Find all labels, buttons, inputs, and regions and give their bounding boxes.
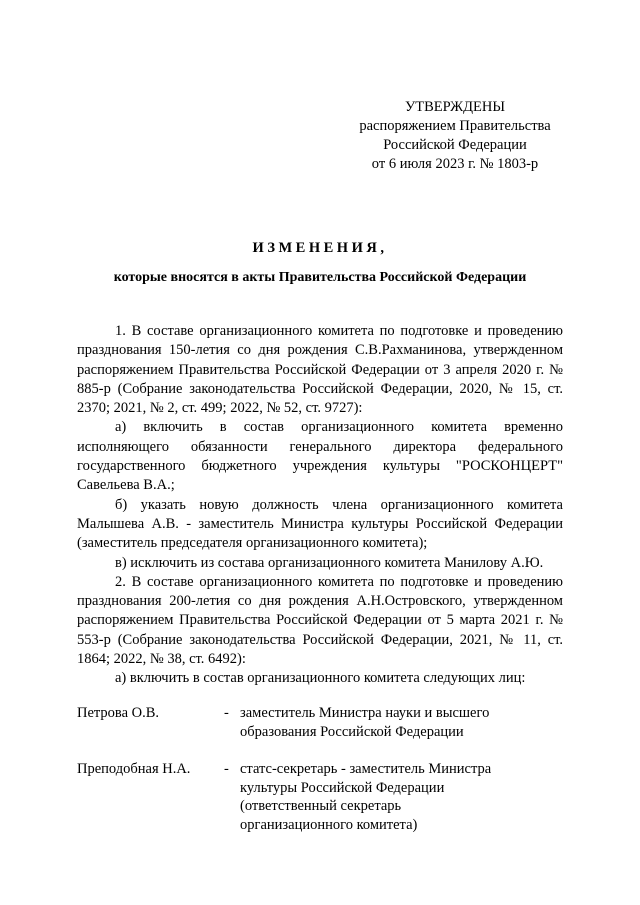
paragraph-item-1: 1. В составе организационного комитета по подготовке и проведению празднования 150-летия со дня рождения С.В.Рахманинова, утвержденном распоряжением Правительства Российской Федерации от 3 апреля 2020 г. № 885-р (Собрание законодательства Российской Федерации, 2020, № 15, ст. 2370; 2021, № 2, ст. 499; 2022, № 52, ст. 9727): [77, 323, 563, 417]
member-dash: - [224, 761, 229, 777]
approval-line-order: распоряжением Правительства [359, 118, 551, 134]
approval-heading: УТВЕРЖДЕНЫ [404, 99, 506, 115]
document-body [77, 322, 563, 689]
member-dash: - [224, 705, 229, 721]
member-role: заместитель Министра науки и высшего образования Российской Федерации [240, 705, 490, 740]
approval-block [340, 98, 570, 174]
paragraph-item-2: 2. В составе организационного комитета по подготовке и проведению празднования 200-летия со дня рождения А.Н.Островского, утвержденном распоряжением Правительства Российской Федерации от 5 марта 2021 г. № 553-р (Собрание законодательства Российской Федерации, 2021, № 11, ст. 1864; 2022, № 38, ст. 6492): [77, 573, 563, 668]
member-name: Петрова О.В. [77, 705, 160, 721]
paragraph-item-1c: в) исключить из состава организационного комитета Манилову А.Ю. [115, 554, 544, 571]
paragraph-item-1b: б) указать новую должность члена организационного комитета Малышева А.В. - заместитель Министра культуры Российской Федерации (заместитель председателя организационного комитета); [77, 496, 563, 552]
paragraph-item-2a: а) включить в состав организационного комитета следующих лиц: [115, 670, 526, 687]
approval-line-government: Российской Федерации [383, 137, 527, 153]
members-list [77, 704, 563, 853]
member-role: статс-секретарь - заместитель Министра культуры Российской Федерации (ответственный секретарь организационного комитета) [240, 761, 492, 833]
member-name: Преподобная Н.А. [77, 761, 191, 777]
document-subtitle: которые вносятся в акты Правительства Российской Федерации [113, 270, 527, 285]
list-item [77, 704, 563, 741]
document-title: ИЗМЕНЕНИЯ, [252, 240, 388, 256]
list-item [77, 760, 563, 834]
paragraph-item-1a: а) включить в состав организационного комитета временно исполняющего обязанности генерального директора федерального государственного бюджетного учреждения культуры "РОСКОНЦЕРТ" Савельева В.А.; [77, 419, 563, 494]
approval-line-date: от 6 июля 2023 г. № 1803-р [371, 156, 539, 172]
